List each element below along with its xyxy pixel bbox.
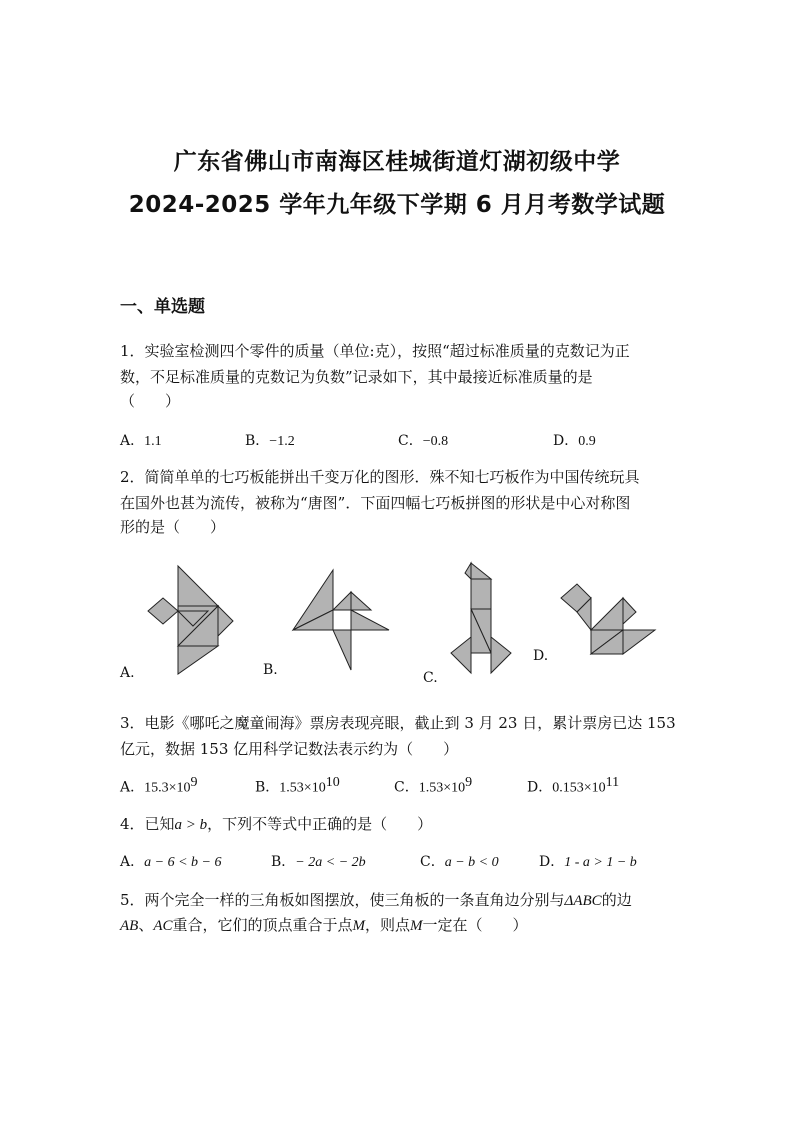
q4-stem — [120, 813, 432, 834]
q1-option-b[interactable] — [245, 430, 295, 450]
option-exponent: 10 — [325, 775, 340, 790]
q5-math: AC — [153, 918, 173, 934]
option-value: 1 - a > 1 − b — [564, 855, 637, 870]
q3-option-c[interactable] — [394, 775, 472, 797]
option-label: D． — [527, 779, 553, 796]
q5-text: 5．两个完全一样的三角板如图摆放，使三角板的一条直角边分别与 — [120, 891, 565, 909]
tangram-figure-d[interactable] — [561, 582, 661, 657]
document-title-line1: 广东省佛山市南海区桂城街道灯湖初级中学 — [173, 149, 621, 175]
option-value: 0.9 — [578, 434, 596, 449]
option-mantissa: 15.3×10 — [144, 780, 191, 796]
option-mantissa: 1.53×10 — [279, 780, 326, 796]
tangram-figure-b[interactable] — [291, 570, 391, 670]
q4-suffix: ，下列不等式中正确的是（ ） — [207, 815, 433, 833]
figure-label-d: D. — [533, 648, 549, 664]
option-value: a − b < 0 — [444, 855, 499, 870]
option-value: 1.1 — [144, 434, 162, 449]
option-label: B． — [245, 433, 270, 449]
option-value: a − 6 < b − 6 — [144, 855, 222, 870]
q5-math: M — [410, 918, 423, 934]
q5-math: AB — [120, 918, 139, 934]
q4-condition: a > b — [174, 817, 208, 833]
option-label: D． — [553, 433, 579, 449]
q4-option-a[interactable] — [120, 851, 221, 871]
q3-option-a[interactable] — [120, 775, 198, 797]
q2-stem-line1: 2．简简单单的七巧板能拼出千变万化的图形．殊不知七巧板作为中国传统玩具 — [120, 468, 640, 486]
q1-stem-line1: 1．实验室检测四个零件的质量（单位:克），按照“超过标准质量的克数记为正 — [120, 342, 630, 360]
q4-prefix: 4．已知 — [120, 815, 175, 833]
q5-text: 、 — [138, 916, 154, 934]
option-value: −1.2 — [269, 434, 295, 449]
option-label: A． — [120, 779, 145, 796]
q1-option-d[interactable] — [553, 430, 596, 450]
q1-option-a[interactable] — [120, 430, 162, 450]
q4-option-b[interactable] — [271, 851, 366, 871]
document-title-line2: 2024-2025 学年九年级下学期 6 月月考数学试题 — [128, 192, 666, 218]
option-exponent: 9 — [465, 775, 473, 790]
figure-label-b: B. — [263, 662, 278, 678]
q3-stem-line2: 亿元，数据 153 亿用科学记数法表示约为（ ） — [120, 740, 459, 758]
figure-label-a: A. — [120, 665, 135, 681]
option-mantissa: 1.53×10 — [418, 780, 466, 796]
option-label: C． — [394, 779, 419, 796]
q4-option-c[interactable] — [420, 851, 499, 871]
q2-stem-line2: 在国外也甚为流传，被称为“唐图”．下面四幅七巧板拼图的形状是中心对称图 — [120, 494, 631, 512]
option-label: D． — [539, 854, 565, 870]
q1-stem-line3: （ ） — [120, 392, 181, 410]
q3-stem-line1: 3．电影《哪吒之魔童闹海》票房表现亮眼，截止到 3 月 23 日，累计票房已达 153 — [120, 714, 676, 732]
q5-math: M — [352, 918, 366, 934]
q5-math: ΔABC — [564, 893, 602, 909]
option-label: A． — [120, 854, 145, 870]
q5-text: 的边 — [601, 891, 632, 909]
q5-text: ，则点 — [365, 916, 411, 934]
q4-option-d[interactable] — [539, 851, 637, 871]
option-label: C． — [420, 854, 445, 870]
option-label: A． — [120, 433, 145, 449]
q5-stem-line1 — [120, 889, 632, 910]
q5-text: 一定在（ ） — [422, 916, 528, 934]
option-label: B． — [255, 779, 280, 796]
q1-option-c[interactable] — [398, 430, 448, 450]
option-value: − 2a < − 2b — [295, 855, 366, 870]
section-heading: 一、单选题 — [120, 297, 205, 317]
option-exponent: 9 — [190, 775, 198, 790]
figure-label-c: C. — [423, 670, 438, 686]
option-label: B． — [271, 854, 296, 870]
q3-option-d[interactable] — [527, 775, 619, 797]
tangram-figure-a[interactable] — [148, 566, 243, 676]
option-mantissa: 0.153×10 — [552, 780, 606, 796]
q3-option-b[interactable] — [255, 775, 340, 797]
option-value: −0.8 — [422, 434, 449, 449]
q5-text: 重合，它们的顶点重合于点 — [172, 916, 353, 934]
option-exponent: 11 — [605, 775, 620, 790]
option-label: C． — [398, 433, 423, 449]
tangram-figure-c[interactable] — [451, 563, 516, 678]
q1-stem-line2: 数，不足标准质量的克数记为负数”记录如下，其中最接近标准质量的是 — [120, 368, 593, 386]
q5-stem-line2 — [120, 914, 528, 935]
q2-stem-line3: 形的是（ ） — [120, 518, 226, 536]
